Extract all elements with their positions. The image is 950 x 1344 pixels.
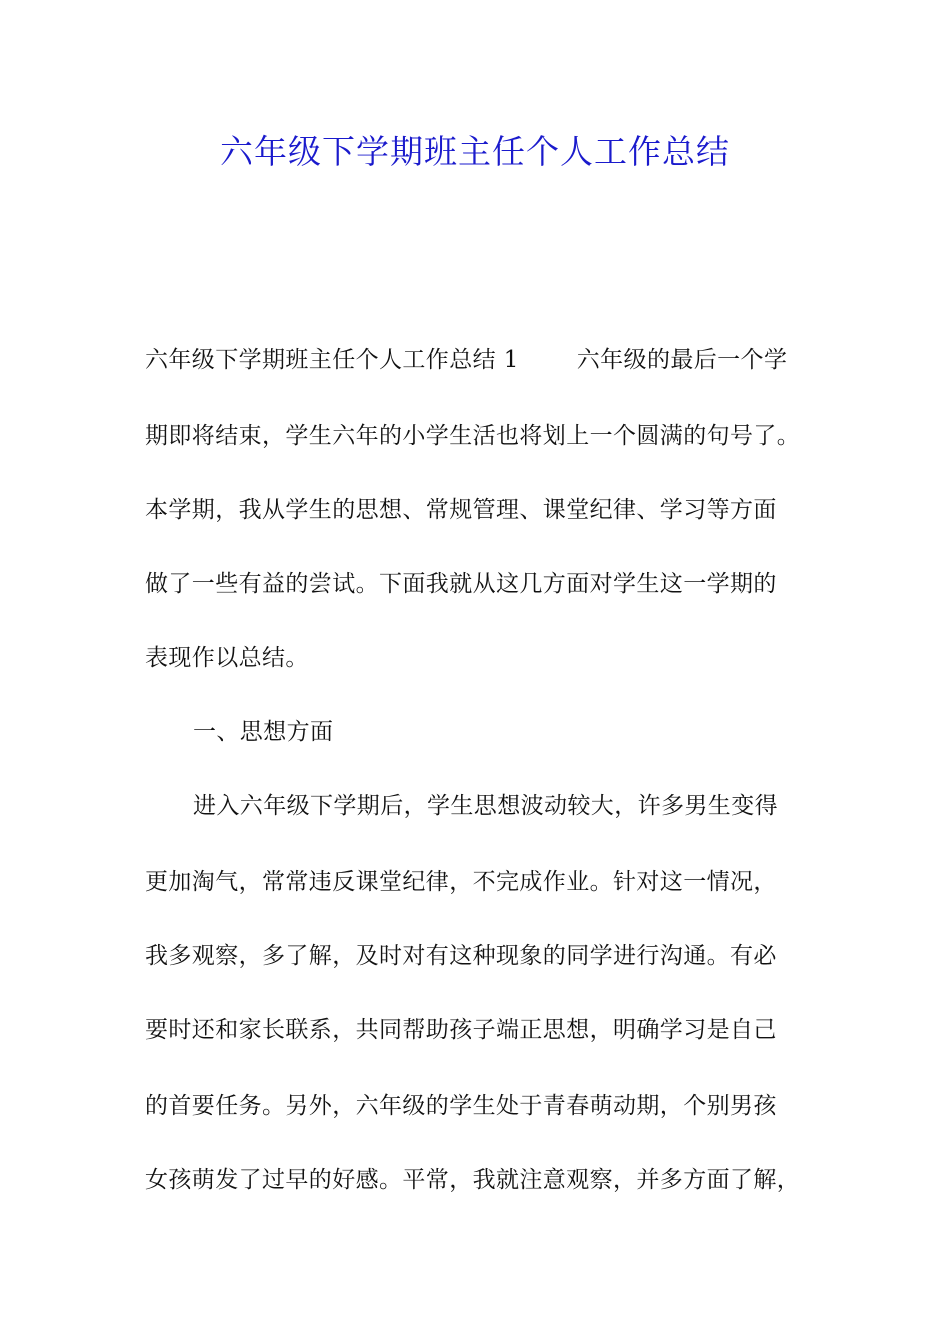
section-heading-thought: 一、思想方面 <box>193 719 334 745</box>
paragraph-line-11: 女孩萌发了过早的好感。平常，我就注意观察，并多方面了解， <box>145 1167 801 1193</box>
paragraph-line-1 <box>145 342 825 378</box>
paragraph-line-3: 本学期，我从学生的思想、常规管理、课堂纪律、学习等方面 <box>145 497 777 523</box>
intro-heading: 六年级下学期班主任个人工作总结 1 <box>145 347 519 373</box>
document-title: 六年级下学期班主任个人工作总结 <box>220 132 730 171</box>
intro-text: 六年级的最后一个学 <box>576 347 788 373</box>
paragraph-line-2: 期即将结束，学生六年的小学生活也将划上一个圆满的句号了。 <box>145 423 801 449</box>
paragraph-line-8: 我多观察，多了解，及时对有这种现象的同学进行沟通。有必 <box>145 943 777 969</box>
paragraph-line-4: 做了一些有益的尝试。下面我就从这几方面对学生这一学期的 <box>145 571 777 597</box>
paragraph-line-7: 更加淘气，常常违反课堂纪律，不完成作业。针对这一情况， <box>145 869 777 895</box>
paragraph-line-6: 进入六年级下学期后，学生思想波动较大，许多男生变得 <box>193 793 778 819</box>
paragraph-line-10: 的首要任务。另外，六年级的学生处于青春萌动期，个别男孩 <box>145 1093 777 1119</box>
paragraph-line-5: 表现作以总结。 <box>145 645 309 671</box>
paragraph-line-9: 要时还和家长联系，共同帮助孩子端正思想，明确学习是自己 <box>145 1017 777 1043</box>
